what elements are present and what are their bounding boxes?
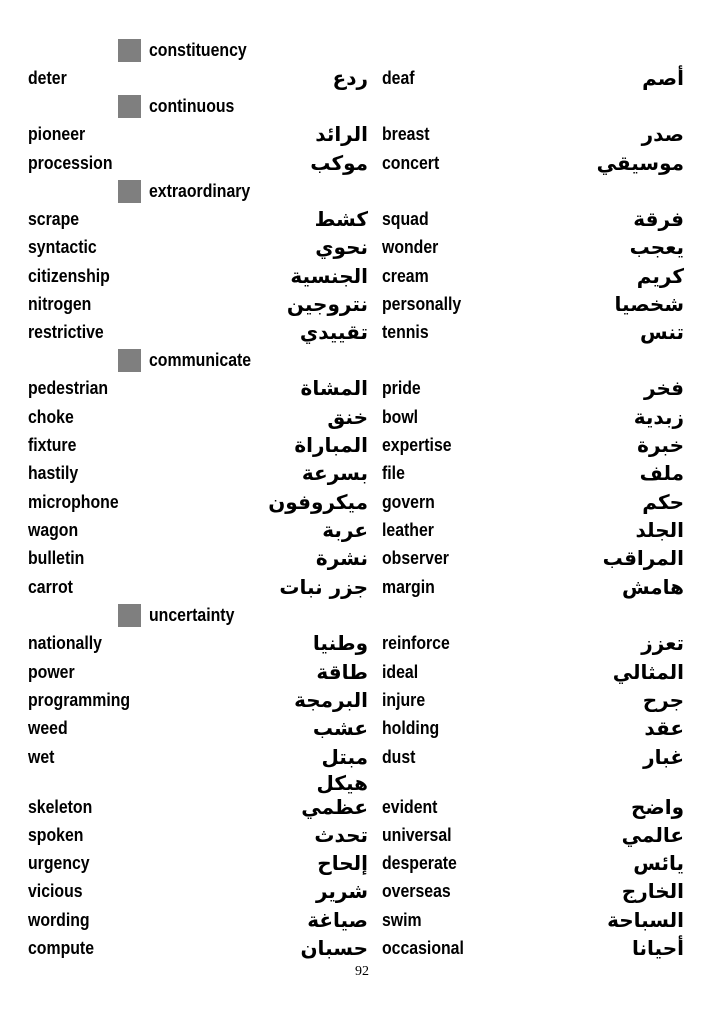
arabic-translation: خبرة — [637, 433, 684, 457]
english-word: nitrogen — [28, 294, 92, 314]
section-marker-icon — [118, 39, 141, 62]
vocab-row — [0, 849, 724, 877]
arabic-translation: تعزز — [641, 631, 684, 655]
vocab-row — [0, 318, 724, 346]
arabic-translation: نشرة — [315, 546, 368, 570]
arabic-translation: موسيقي — [596, 151, 684, 175]
english-word: observer — [382, 548, 449, 568]
vocab-row — [0, 290, 724, 318]
english-word: wonder — [382, 237, 439, 257]
vocab-row — [0, 403, 724, 431]
arabic-translation: شخصيا — [614, 292, 684, 316]
section-header — [0, 601, 724, 629]
english-word: spoken — [28, 825, 84, 845]
arabic-translation: ردع — [332, 66, 368, 90]
english-word: choke — [28, 407, 74, 427]
page-number: 92 — [355, 964, 369, 979]
english-word: wagon — [28, 520, 79, 540]
section-header-word: constituency — [149, 40, 247, 60]
english-word: overseas — [382, 881, 451, 901]
english-word: reinforce — [382, 633, 450, 653]
arabic-translation: المثالي — [612, 660, 684, 684]
english-word: pedestrian — [28, 378, 109, 398]
arabic-translation: ملف — [639, 461, 684, 485]
english-word: cream — [382, 266, 429, 286]
arabic-translation: إلحاح — [317, 851, 368, 875]
arabic-translation: بسرعة — [301, 461, 368, 485]
arabic-translation: صياغة — [307, 908, 368, 932]
english-word: hastily — [28, 463, 79, 483]
arabic-translation: عالمي — [621, 823, 684, 847]
arabic-translation: المراقب — [602, 546, 684, 570]
arabic-translation: تنس — [640, 320, 684, 344]
english-word: compute — [28, 938, 95, 958]
english-word: pioneer — [28, 124, 86, 144]
arabic-translation: كشط — [314, 207, 368, 231]
english-word: desperate — [382, 853, 457, 873]
section-marker-icon — [118, 604, 141, 627]
vocab-row — [0, 686, 724, 714]
vocab-row — [0, 544, 724, 572]
vocab-row — [0, 877, 724, 905]
arabic-translation: نتروجين — [286, 292, 368, 316]
vocab-row — [0, 374, 724, 402]
section-header-word: communicate — [149, 350, 252, 370]
english-word: citizenship — [28, 266, 110, 286]
english-word: swim — [382, 910, 422, 930]
arabic-translation: خنق — [327, 405, 368, 429]
vocab-row — [0, 934, 724, 962]
section-header — [0, 36, 724, 64]
english-word: occasional — [382, 938, 464, 958]
vocab-row — [0, 262, 724, 290]
english-word: vicious — [28, 881, 83, 901]
arabic-translation: وطنيا — [312, 631, 368, 655]
english-word: procession — [28, 153, 113, 173]
arabic-translation: عظمي — [301, 795, 368, 819]
arabic-translation: المشاة — [300, 376, 368, 400]
vocab-row — [0, 233, 724, 261]
english-word: wet — [28, 747, 55, 767]
vocab-row — [0, 459, 724, 487]
vocab-row — [0, 658, 724, 686]
english-word: breast — [382, 124, 430, 144]
english-word: personally — [382, 294, 462, 314]
arabic-translation: تحدث — [314, 823, 368, 847]
english-word: concert — [382, 153, 440, 173]
arabic-translation: أصم — [642, 66, 684, 90]
section-header — [0, 346, 724, 374]
english-word: skeleton — [28, 797, 93, 817]
english-word: evident — [382, 797, 438, 817]
english-word: tennis — [382, 322, 429, 342]
arabic-translation: غبار — [643, 745, 684, 769]
arabic-translation: عشب — [312, 716, 368, 740]
vocab-row — [0, 149, 724, 177]
english-word: deaf — [382, 68, 415, 88]
section-marker-icon — [118, 180, 141, 203]
english-word: carrot — [28, 577, 73, 597]
english-word: deter — [28, 68, 67, 88]
arabic-translation: عقد — [644, 716, 684, 740]
arabic-translation: يائس — [633, 851, 684, 875]
vocab-row — [0, 205, 724, 233]
english-word: wording — [28, 910, 90, 930]
english-word: file — [382, 463, 405, 483]
vocab-row — [0, 120, 724, 148]
english-word: urgency — [28, 853, 90, 873]
english-word: microphone — [28, 492, 119, 512]
arabic-translation: طاقة — [316, 660, 368, 684]
arabic-translation: واضح — [630, 795, 684, 819]
vocab-row — [0, 906, 724, 934]
vocab-row — [0, 714, 724, 742]
vocab-row — [0, 516, 724, 544]
section-header — [0, 92, 724, 120]
english-word: restrictive — [28, 322, 104, 342]
english-word: nationally — [28, 633, 102, 653]
arabic-translation: فخر — [644, 376, 684, 400]
english-word: squad — [382, 209, 429, 229]
section-header-word: extraordinary — [149, 181, 251, 201]
vocab-row — [0, 573, 724, 601]
english-word: power — [28, 662, 75, 682]
arabic-translation: حسبان — [300, 936, 368, 960]
arabic-translation: الخارج — [621, 879, 684, 903]
vocab-row — [0, 743, 724, 795]
arabic-translation: ميكروفون — [268, 490, 368, 514]
english-word: expertise — [382, 435, 452, 455]
english-word: fixture — [28, 435, 77, 455]
vocab-row — [0, 821, 724, 849]
vocab-row — [0, 64, 724, 92]
vocab-row — [0, 488, 724, 516]
section-header-word: uncertainty — [149, 605, 235, 625]
section-marker-icon — [118, 95, 141, 118]
vocab-row — [0, 793, 724, 821]
arabic-translation: عربة — [322, 518, 368, 542]
arabic-translation: هامش — [621, 575, 684, 599]
english-word: bowl — [382, 407, 419, 427]
arabic-translation: أحيانا — [632, 936, 684, 960]
arabic-translation: مبتل — [321, 745, 368, 769]
arabic-translation: الجلد — [635, 518, 684, 542]
arabic-translation: شرير — [315, 879, 368, 903]
vocab-row — [0, 629, 724, 657]
arabic-translation: جزر نبات — [279, 575, 368, 599]
english-word: dust — [382, 747, 416, 767]
english-word: bulletin — [28, 548, 85, 568]
english-word: scrape — [28, 209, 80, 229]
arabic-translation: زبدية — [633, 405, 684, 429]
english-word: injure — [382, 690, 426, 710]
arabic-translation: الرائد — [315, 122, 368, 146]
english-word: programming — [28, 690, 131, 710]
arabic-translation-continued: هيكل — [316, 771, 368, 795]
english-word: holding — [382, 718, 440, 738]
arabic-translation: جرح — [642, 688, 684, 712]
arabic-translation: صدر — [641, 122, 684, 146]
english-word: leather — [382, 520, 434, 540]
arabic-translation: يعجب — [629, 235, 684, 259]
section-marker-icon — [118, 349, 141, 372]
arabic-translation: حكم — [642, 490, 684, 514]
arabic-translation: المباراة — [294, 433, 368, 457]
english-word: pride — [382, 378, 421, 398]
arabic-translation: السباحة — [607, 908, 684, 932]
arabic-translation: تقييدي — [299, 320, 368, 344]
arabic-translation: الجنسية — [290, 264, 368, 288]
english-word: weed — [28, 718, 68, 738]
section-header-word: continuous — [149, 96, 235, 116]
arabic-translation: موكب — [310, 151, 368, 175]
english-word: syntactic — [28, 237, 97, 257]
arabic-translation: كريم — [636, 264, 684, 288]
english-word: universal — [382, 825, 452, 845]
english-word: govern — [382, 492, 435, 512]
arabic-translation: البرمجة — [294, 688, 368, 712]
section-header — [0, 177, 724, 205]
arabic-translation: فرقة — [633, 207, 684, 231]
arabic-translation: نحوي — [315, 235, 368, 259]
vocab-row — [0, 431, 724, 459]
english-word: margin — [382, 577, 435, 597]
english-word: ideal — [382, 662, 419, 682]
